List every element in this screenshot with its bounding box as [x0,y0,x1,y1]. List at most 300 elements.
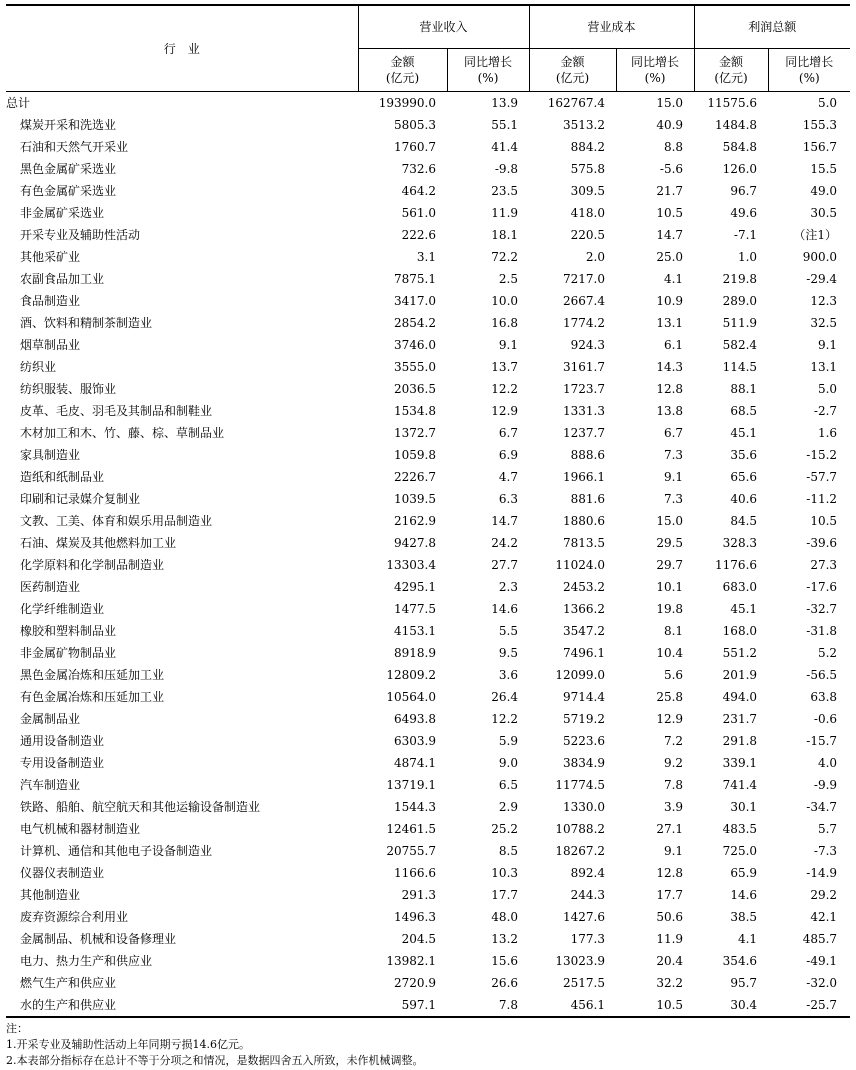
industry-name-cell: 黑色金属冶炼和压延加工业 [20,668,165,682]
cost-amount-header: 金额 (亿元) [529,49,616,92]
total-row [6,92,850,115]
profit-amount-cell: 584.8 [722,140,758,154]
industry-name-cell: 皮革、毛皮、羽毛及其制品和制鞋业 [20,404,213,418]
revenue-yoy-cell: 9.5 [498,646,519,660]
table-row [6,686,850,708]
industry-name-cell: 酒、饮料和精制茶制造业 [20,316,153,330]
industry-name-cell: 化学纤维制造业 [20,602,105,616]
cost-yoy-cell: 9.1 [663,844,684,858]
table-row [6,312,850,334]
profit-amount-cell: -7.1 [733,228,758,242]
cost-amount-cell: 3513.2 [563,118,606,132]
cost-yoy-cell: 4.1 [663,272,684,286]
profit-yoy-cell: -17.6 [806,580,838,594]
revenue-yoy-cell: 72.2 [491,250,519,264]
revenue-amount-cell: 13982.1 [386,954,436,968]
industry-name-cell: 仪器仪表制造业 [20,866,105,880]
cost-amount-cell: 9714.4 [563,690,606,704]
profit-yoy-cell: -2.7 [813,404,838,418]
table-row [6,400,850,422]
table-row [6,356,850,378]
profit-yoy-cell: 12.3 [810,294,838,308]
cost-group-header: 营业成本 [529,5,694,49]
revenue-yoy-cell: 26.6 [491,976,519,990]
profit-yoy-cell: 32.5 [810,316,838,330]
industry-name-cell: 金属制品、机械和设备修理业 [20,932,177,946]
industry-name-cell: 金属制品业 [20,712,81,726]
cost-amount-cell: 1366.2 [563,602,606,616]
revenue-amount-cell: 13303.4 [386,558,436,572]
revenue-amount-cell: 1544.3 [394,800,436,814]
profit-yoy-cell: 155.3 [802,118,838,132]
cost-amount-cell: 3547.2 [563,624,606,638]
revenue-yoy-cell: 23.5 [491,184,519,198]
revenue-yoy-cell: 2.9 [498,800,519,814]
profit-amount-cell: 126.0 [722,162,758,176]
profit-yoy-cell: -25.7 [768,994,850,1017]
cost-amount-cell: 11024.0 [555,558,606,572]
cost-yoy-cell: 20.4 [656,954,684,968]
profit-amount-cell: 30.4 [694,994,768,1017]
cost-yoy-cell: 11.9 [656,932,684,946]
industry-name-cell: 燃气生产和供应业 [20,976,117,990]
profit-yoy-cell: -57.7 [806,470,838,484]
cost-yoy-cell: 14.3 [656,360,684,374]
industry-name-cell: 废弃资源综合利用业 [20,910,129,924]
cost-amount-cell: 3834.9 [563,756,606,770]
revenue-yoy-cell: 41.4 [491,140,519,154]
profit-amount-cell: 14.6 [730,888,758,902]
revenue-yoy-cell: 4.7 [498,470,519,484]
profit-amount-header: 金额 (亿元) [694,49,768,92]
revenue-amount-cell: 464.2 [401,184,436,198]
revenue-yoy-cell: 3.6 [498,668,519,682]
cost-yoy-cell: 21.7 [656,184,684,198]
profit-yoy-header: 同比增长 (%) [768,49,850,92]
profit-amount-cell: 339.1 [722,756,758,770]
cost-yoy-cell: 7.2 [663,734,684,748]
industry-name-cell: 其他制造业 [20,888,81,902]
table-row [6,290,850,312]
cost-amount-cell: 1237.7 [563,426,606,440]
revenue-yoy-cell: 14.6 [491,602,519,616]
cost-yoy-cell: 15.0 [656,514,684,528]
cost-amount-cell: 456.1 [529,994,616,1017]
revenue-amount-cell: 204.5 [401,932,436,946]
table-header [6,5,850,92]
revenue-yoy-cell: 55.1 [491,118,519,132]
cost-amount-cell: 244.3 [570,888,606,902]
profit-amount-cell: 291.8 [722,734,758,748]
cost-yoy-cell: 9.2 [663,756,684,770]
profit-yoy-cell: -34.7 [806,800,838,814]
cost-yoy-cell: 29.5 [656,536,684,550]
revenue-amount-cell: 1372.7 [394,426,436,440]
profit-yoy-cell: （注1） [793,228,838,242]
industry-name-cell: 开采专业及辅助性活动 [20,228,141,242]
table-row [6,158,850,180]
industry-name-cell: 造纸和纸制品业 [20,470,105,484]
profit-amount-cell: 11575.6 [707,96,758,110]
cost-yoy-header: 同比增长 (%) [616,49,694,92]
cost-yoy-cell: 15.0 [656,96,684,110]
profit-yoy-cell: 485.7 [802,932,838,946]
profit-yoy-cell: 1.6 [817,426,838,440]
revenue-amount-cell: 8918.9 [394,646,436,660]
profit-yoy-cell: 900.0 [802,250,838,264]
cost-amount-cell: 11774.5 [555,778,606,792]
industry-name-cell: 其他采矿业 [20,250,81,264]
cost-yoy-cell: 50.6 [656,910,684,924]
table-row [6,884,850,906]
industry-name-cell: 非金属矿采选业 [20,206,105,220]
revenue-amount-cell: 6303.9 [394,734,436,748]
revenue-yoy-cell: 2.5 [498,272,519,286]
industry-name-cell: 文教、工美、体育和娱乐用品制造业 [20,514,213,528]
footnotes [6,1021,850,1069]
profit-yoy-cell: -56.5 [806,668,838,682]
profit-amount-cell: 725.0 [722,844,758,858]
cost-amount-cell: 924.3 [570,338,606,352]
industry-name-cell: 汽车制造业 [20,778,81,792]
cost-yoy-cell: 7.3 [663,492,684,506]
cost-yoy-cell: 12.8 [656,866,684,880]
profit-yoy-cell: 29.2 [810,888,838,902]
cost-amount-cell: 5719.2 [563,712,606,726]
table-row [6,840,850,862]
profit-amount-cell: 511.9 [722,316,758,330]
revenue-yoy-cell: 15.6 [491,954,519,968]
cost-amount-cell: 2453.2 [563,580,606,594]
profit-yoy-cell: 30.5 [810,206,838,220]
industry-name-cell: 石油、煤炭及其他燃料加工业 [20,536,177,550]
profit-amount-cell: 1.0 [737,250,758,264]
table-row [6,950,850,972]
table-row [6,972,850,994]
table-row [6,928,850,950]
cost-amount-cell: 1331.3 [563,404,606,418]
cost-amount-cell: 881.6 [570,492,606,506]
profit-amount-cell: 1176.6 [715,558,758,572]
cost-yoy-cell: 17.7 [656,888,684,902]
profit-yoy-cell: 15.5 [810,162,838,176]
profit-yoy-cell: 5.2 [817,646,838,660]
cost-yoy-cell: 6.1 [663,338,684,352]
cost-amount-cell: 177.3 [570,932,606,946]
revenue-yoy-cell: 6.9 [498,448,519,462]
table-row [6,422,850,444]
cost-yoy-cell: -5.6 [659,162,684,176]
cost-yoy-cell: 14.7 [656,228,684,242]
table-row [6,532,850,554]
industry-name-cell: 石油和天然气开采业 [20,140,129,154]
profit-amount-cell: 114.5 [722,360,758,374]
revenue-yoy-cell: 5.9 [498,734,519,748]
revenue-yoy-cell: 6.5 [498,778,519,792]
industry-name-cell: 铁路、船舶、航空航天和其他运输设备制造业 [20,800,261,814]
table-row [6,730,850,752]
cost-amount-cell: 575.8 [570,162,606,176]
cost-amount-cell: 1427.6 [563,910,606,924]
revenue-amount-cell: 4153.1 [394,624,436,638]
revenue-yoy-cell: 7.8 [447,994,529,1017]
table-row [6,378,850,400]
revenue-amount-cell: 1166.6 [394,866,436,880]
profit-amount-cell: 551.2 [722,646,758,660]
revenue-amount-cell: 2036.5 [394,382,436,396]
profit-amount-cell: 45.1 [730,426,758,440]
profit-amount-cell: 38.5 [730,910,758,924]
table-body [6,92,850,1018]
profit-amount-cell: 65.9 [730,866,758,880]
cost-amount-cell: 1723.7 [563,382,606,396]
profit-amount-cell: 35.6 [730,448,758,462]
revenue-amount-cell: 9427.8 [394,536,436,550]
revenue-amount-cell: 12809.2 [386,668,436,682]
cost-amount-cell: 5223.6 [563,734,606,748]
profit-amount-cell: 219.8 [722,272,758,286]
cost-yoy-cell: 13.8 [656,404,684,418]
industry-name-cell: 电力、热力生产和供应业 [20,954,153,968]
industry-name-cell: 烟草制品业 [20,338,81,352]
cost-yoy-cell: 10.5 [616,994,694,1017]
profit-amount-cell: 4.1 [737,932,758,946]
revenue-yoy-cell: 2.3 [498,580,519,594]
cost-amount-cell: 220.5 [570,228,606,242]
revenue-amount-cell: 1477.5 [394,602,436,616]
industry-name-cell: 木材加工和木、竹、藤、棕、草制品业 [20,426,225,440]
revenue-yoy-cell: 17.7 [491,888,519,902]
profit-yoy-cell: -32.0 [806,976,838,990]
profit-amount-cell: 30.1 [730,800,758,814]
industry-header: 行 业 [6,5,358,92]
profit-amount-cell: 494.0 [722,690,758,704]
revenue-amount-cell: 222.6 [401,228,436,242]
revenue-amount-cell: 1534.8 [394,404,436,418]
industry-name-cell: 纺织业 [20,360,57,374]
revenue-amount-cell: 5805.3 [394,118,436,132]
revenue-amount-cell: 3555.0 [394,360,436,374]
revenue-yoy-cell: 9.0 [498,756,519,770]
cost-amount-cell: 418.0 [570,206,606,220]
revenue-amount-cell: 193990.0 [378,96,436,110]
industry-name-cell: 黑色金属矿采选业 [20,162,117,176]
profit-amount-cell: 40.6 [730,492,758,506]
profit-amount-cell: 741.4 [722,778,758,792]
cost-yoy-cell: 3.9 [663,800,684,814]
profit-yoy-cell: -0.6 [813,712,838,726]
industry-name-cell: 有色金属矿采选业 [20,184,117,198]
revenue-amount-cell: 3417.0 [394,294,436,308]
revenue-yoy-cell: 5.5 [498,624,519,638]
revenue-amount-cell: 291.3 [401,888,436,902]
table-row [6,554,850,576]
revenue-amount-cell: 3746.0 [394,338,436,352]
table-row [6,466,850,488]
revenue-amount-cell: 561.0 [401,206,436,220]
industry-name-cell: 非金属矿物制品业 [20,646,117,660]
cost-yoy-cell: 9.1 [663,470,684,484]
revenue-amount-cell: 732.6 [401,162,436,176]
revenue-amount-cell: 10564.0 [386,690,436,704]
cost-yoy-cell: 8.1 [663,624,684,638]
cost-amount-cell: 18267.2 [555,844,606,858]
revenue-amount-cell: 20755.7 [386,844,436,858]
revenue-amount-cell: 1760.7 [394,140,436,154]
profit-amount-cell: 354.6 [722,954,758,968]
cost-yoy-cell: 10.5 [656,206,684,220]
revenue-yoy-cell: 13.9 [491,96,519,110]
revenue-yoy-cell: 10.3 [491,866,519,880]
revenue-yoy-cell: 18.1 [491,228,519,242]
revenue-group-header: 营业收入 [358,5,529,49]
revenue-yoy-cell: 24.2 [491,536,519,550]
profit-yoy-cell: -31.8 [806,624,838,638]
cost-amount-cell: 7217.0 [563,272,606,286]
cost-amount-cell: 2517.5 [563,976,606,990]
industry-name-cell: 纺织服装、服饰业 [20,382,117,396]
cost-yoy-cell: 10.9 [656,294,684,308]
revenue-amount-cell: 4874.1 [394,756,436,770]
revenue-yoy-cell: 27.7 [491,558,519,572]
table-row [6,862,850,884]
footnote-2: 2.本表部分指标存在总计不等于分项之和情况，是数据四舍五入所致，未作机械调整。 [6,1054,424,1067]
report-container [6,4,850,1069]
profit-amount-cell: 582.4 [722,338,758,352]
industry-name-cell: 橡胶和塑料制品业 [20,624,117,638]
profit-amount-cell: 1484.8 [715,118,758,132]
cost-amount-cell: 892.4 [570,866,606,880]
revenue-yoy-cell: 12.2 [491,382,519,396]
table-row [6,598,850,620]
revenue-yoy-cell: 9.1 [498,338,519,352]
cost-amount-cell: 888.6 [570,448,606,462]
revenue-amount-cell: 12461.5 [386,822,436,836]
profit-yoy-cell: 5.7 [817,822,838,836]
industry-name-cell: 农副食品加工业 [20,272,105,286]
cost-amount-cell: 13023.9 [555,954,606,968]
cost-amount-cell: 884.2 [570,140,606,154]
cost-amount-cell: 2667.4 [563,294,606,308]
revenue-amount-cell: 7875.1 [394,272,436,286]
cost-amount-cell: 162767.4 [547,96,606,110]
table-row [6,202,850,224]
table-row [6,906,850,928]
table-row [6,818,850,840]
table-row [6,444,850,466]
cost-yoy-cell: 10.4 [656,646,684,660]
cost-yoy-cell: 40.9 [656,118,684,132]
revenue-yoy-cell: 6.3 [498,492,519,506]
profit-amount-cell: 289.0 [722,294,758,308]
profit-yoy-cell: -15.7 [806,734,838,748]
profit-yoy-cell: -14.9 [806,866,838,880]
profit-yoy-cell: 63.8 [810,690,838,704]
revenue-yoy-cell: 48.0 [491,910,519,924]
revenue-amount-header: 金额 (亿元) [358,49,447,92]
revenue-amount-cell: 1039.5 [394,492,436,506]
cost-yoy-cell: 7.8 [663,778,684,792]
revenue-yoy-cell: 13.7 [491,360,519,374]
profit-yoy-cell: 4.0 [817,756,838,770]
table-row [6,796,850,818]
revenue-yoy-cell: 11.9 [491,206,519,220]
revenue-amount-cell: 1059.8 [394,448,436,462]
cost-yoy-cell: 19.8 [656,602,684,616]
profit-amount-cell: 328.3 [722,536,758,550]
revenue-yoy-cell: 25.2 [491,822,519,836]
industry-name-cell: 通用设备制造业 [20,734,105,748]
revenue-amount-cell: 597.1 [358,994,447,1017]
table-row [6,774,850,796]
table-row [6,268,850,290]
profit-amount-cell: 68.5 [730,404,758,418]
profit-yoy-cell: -15.2 [806,448,838,462]
table-row [6,114,850,136]
revenue-yoy-cell: 16.8 [491,316,519,330]
footnote-title: 注： [6,1022,28,1035]
footnote-1: 1.开采专业及辅助性活动上年同期亏损14.6亿元。 [6,1038,250,1051]
table-row [6,488,850,510]
revenue-amount-cell: 3.1 [416,250,436,264]
revenue-yoy-cell: 10.0 [491,294,519,308]
industry-name-cell: 食品制造业 [20,294,81,308]
industry-name-cell: 医药制造业 [20,580,81,594]
cost-amount-cell: 10788.2 [555,822,606,836]
profit-amount-cell: 65.6 [730,470,758,484]
table-row [6,510,850,532]
revenue-amount-cell: 6493.8 [394,712,436,726]
profit-amount-cell: 84.5 [730,514,758,528]
table-row [6,576,850,598]
industry-name-cell: 印刷和记录媒介复制业 [20,492,141,506]
profit-yoy-cell: 49.0 [810,184,838,198]
cost-yoy-cell: 32.2 [656,976,684,990]
profit-amount-cell: 683.0 [722,580,758,594]
cost-yoy-cell: 25.0 [656,250,684,264]
cost-amount-cell: 1774.2 [563,316,606,330]
revenue-yoy-cell: 12.2 [491,712,519,726]
cost-yoy-cell: 8.8 [663,140,684,154]
revenue-amount-cell: 2162.9 [394,514,436,528]
cost-amount-cell: 7813.5 [563,536,606,550]
industry-name-cell: 水的生产和供应业 [6,994,358,1017]
table-row [6,334,850,356]
revenue-amount-cell: 1496.3 [394,910,436,924]
revenue-yoy-cell: 26.4 [491,690,519,704]
profit-yoy-cell: 156.7 [802,140,838,154]
profit-yoy-cell: -32.7 [806,602,838,616]
profit-yoy-cell: 42.1 [810,910,838,924]
industry-name-cell: 专用设备制造业 [20,756,105,770]
profit-amount-cell: 49.6 [730,206,758,220]
table-row [6,246,850,268]
profit-yoy-cell: 10.5 [810,514,838,528]
cost-yoy-cell: 5.6 [663,668,684,682]
industry-name-cell: 计算机、通信和其他电子设备制造业 [20,844,213,858]
revenue-yoy-cell: -9.8 [494,162,519,176]
industry-name-cell: 煤炭开采和洗选业 [20,118,117,132]
profit-yoy-cell: 27.3 [810,558,838,572]
cost-amount-cell: 3161.7 [563,360,606,374]
revenue-yoy-cell: 8.5 [498,844,519,858]
cost-yoy-cell: 10.1 [656,580,684,594]
profit-yoy-cell: 9.1 [817,338,838,352]
revenue-amount-cell: 2720.9 [394,976,436,990]
cost-amount-cell: 2.0 [585,250,606,264]
profit-yoy-cell: 13.1 [810,360,838,374]
profit-amount-cell: 168.0 [722,624,758,638]
